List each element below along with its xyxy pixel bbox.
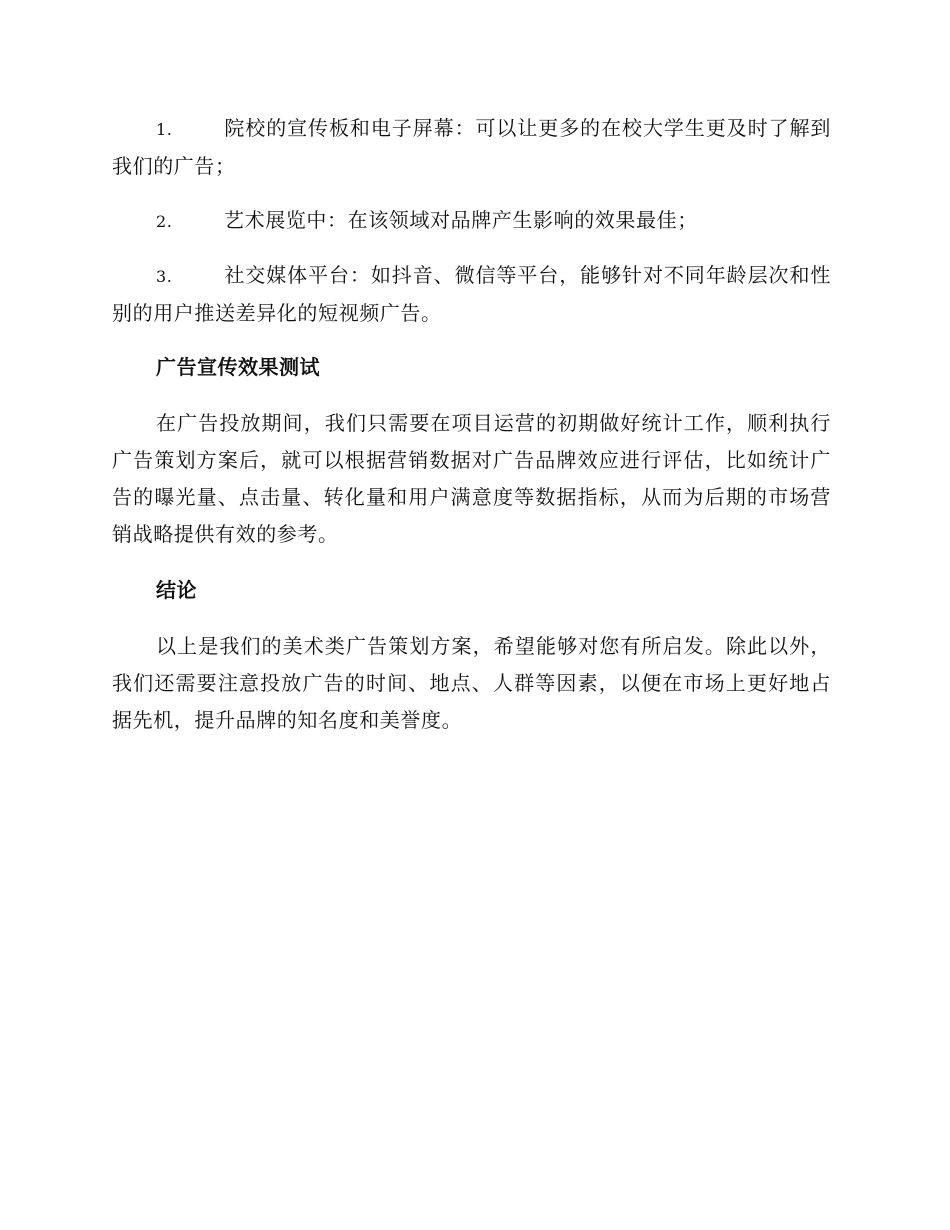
paragraph-conclusion: 以上是我们的美术类广告策划方案，希望能够对您有所启发。除此以外，我们还需要注意投放广告的时间、地点、人群等因素，以便在市场上更好地占据先机，提升品牌的知名度和美誉度。 xyxy=(112,634,831,732)
list-number: 1. xyxy=(156,120,173,139)
list-item-1 xyxy=(112,110,831,185)
list-number: 2. xyxy=(156,212,173,231)
list-text: 院校的宣传板和电子屏幕：可以让更多的在校大学生更及时了解到我们的广告； xyxy=(112,116,831,178)
paragraph-effect-test: 在广告投放期间，我们只需要在项目运营的初期做好统计工作，顺利执行广告策划方案后，就可以根据营销数据对广告品牌效应进行评估，比如统计广告的曝光量、点击量、转化量和用户满意度等数据指标，从而为后期的市场营销战略提供有效的参考。 xyxy=(112,411,831,546)
section-heading-effect-test: 广告宣传效果测试 xyxy=(156,355,320,379)
list-text: 艺术展览中：在该领域对品牌产生影响的效果最佳； xyxy=(224,208,698,232)
list-number: 3. xyxy=(156,267,173,286)
section-heading-conclusion: 结论 xyxy=(156,578,197,602)
list-text: 社交媒体平台：如抖音、微信等平台，能够针对不同年龄层次和性别的用户推送差异化的短视频广告。 xyxy=(112,263,831,325)
list-item-3 xyxy=(112,257,831,332)
list-item-2 xyxy=(112,202,831,240)
